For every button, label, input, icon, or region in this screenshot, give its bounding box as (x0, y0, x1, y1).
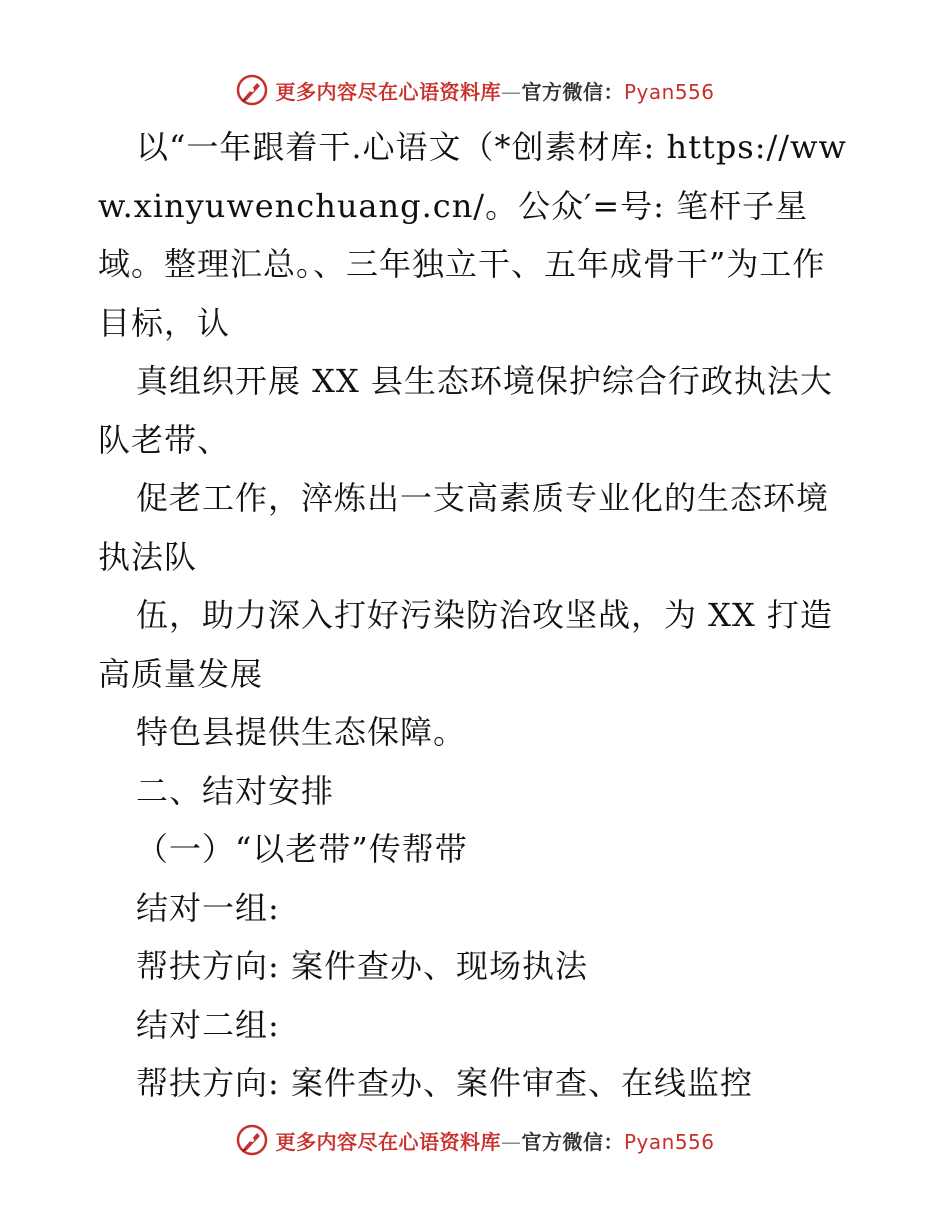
section-heading: 二、结对安排 (136, 771, 335, 810)
watermark-separator: — (500, 79, 522, 104)
watermark-wechat-label: 官方微信： (521, 79, 624, 104)
watermark-text (275, 1126, 714, 1155)
subsection-heading: （一）“以老带”传帮带 (136, 830, 468, 868)
watermark-wechat-id: Pyan556 (623, 79, 715, 104)
document-body (98, 118, 858, 1113)
paragraph: 以“一年跟着干.心语文（*创素材库: https://www.xinyuwenchuang.cn/。公众′=号: 笔杆子星域。整理汇总。、三年独立干、五年成骨干”为工作目标，认 (98, 128, 847, 342)
paragraph: 伍，助力深入打好污染防治攻坚战，为 XX 打造高质量发展 (98, 596, 833, 693)
footer-watermark (0, 1122, 950, 1158)
pen-logo-icon (235, 73, 269, 107)
watermark-main-text: 更多内容尽在心语资料库 (275, 1129, 501, 1154)
paragraph: 真组织开展 XX 县生态环境保护综合行政执法大队老带、 (98, 362, 833, 459)
paragraph: 促老工作，淬炼出一支高素质专业化的生态环境执法队 (98, 479, 830, 576)
header-watermark (0, 72, 950, 108)
watermark-text (275, 76, 714, 105)
watermark-wechat-label: 官方微信： (521, 1129, 624, 1154)
help-direction: 帮扶方向: 案件查办、现场执法 (136, 947, 588, 985)
group-label: 结对二组: (136, 1005, 280, 1044)
paragraph: 特色县提供生态保障。 (136, 713, 467, 751)
watermark-separator: — (500, 1129, 522, 1154)
pen-logo-icon (235, 1123, 269, 1157)
group-label: 结对一组: (136, 888, 280, 927)
help-direction: 帮扶方向: 案件查办、案件审查、在线监控 (136, 1064, 753, 1102)
watermark-wechat-id: Pyan556 (623, 1129, 715, 1154)
watermark-main-text: 更多内容尽在心语资料库 (275, 79, 501, 104)
